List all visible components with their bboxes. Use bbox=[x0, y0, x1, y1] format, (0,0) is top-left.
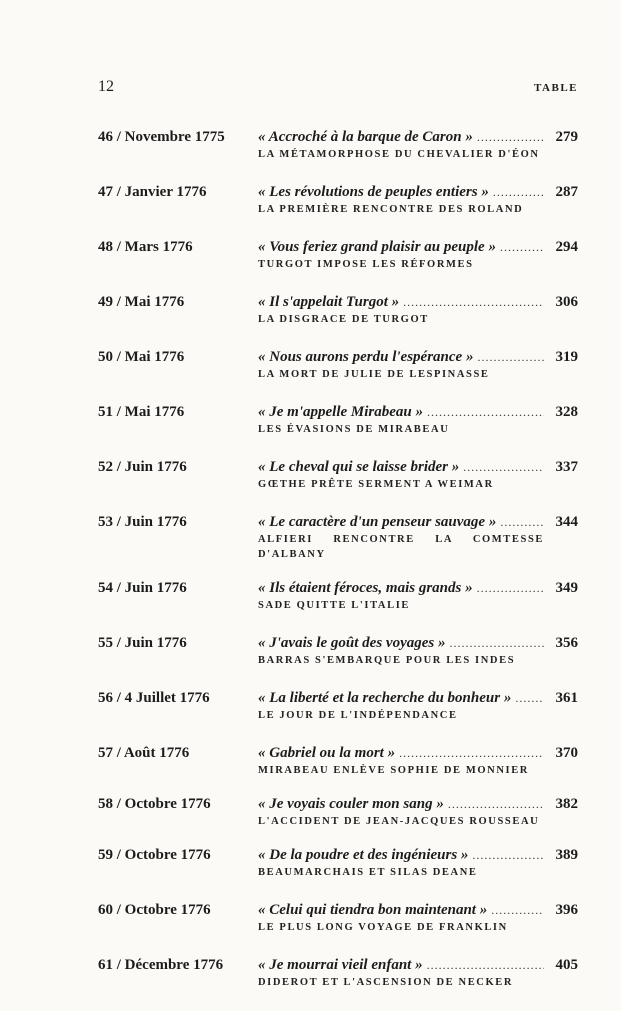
chapter-subtitle: LA MORT DE JULIE DE LESPINASSE bbox=[258, 369, 490, 380]
toc-entry bbox=[98, 293, 578, 327]
chapter-title: « Le caractère d'un penseur sauvage » bbox=[258, 514, 497, 530]
toc-entry bbox=[98, 513, 578, 562]
chapter-page: 361 bbox=[555, 690, 578, 706]
chapter-page: 356 bbox=[555, 635, 578, 651]
toc-entry bbox=[98, 579, 578, 613]
chapter-subtitle: BARRAS S'EMBARQUE POUR LES INDES bbox=[258, 655, 516, 666]
dot-leader bbox=[491, 901, 544, 920]
chapter-title-line bbox=[258, 634, 578, 653]
toc-entry bbox=[98, 795, 578, 829]
chapter-title-line bbox=[258, 795, 578, 814]
chapter-title: « Il s'appelait Turgot » bbox=[258, 294, 400, 310]
toc-entry bbox=[98, 183, 578, 217]
chapter-page: 337 bbox=[555, 459, 578, 475]
chapter-number-date: 53 / Juin 1776 bbox=[98, 514, 187, 530]
dot-leader bbox=[500, 238, 544, 257]
chapter-number-date: 51 / Mai 1776 bbox=[98, 404, 185, 420]
chapter-subtitle: LA DISGRACE DE TURGOT bbox=[258, 314, 429, 325]
chapter-subtitle: LES ÉVASIONS DE MIRABEAU bbox=[258, 424, 450, 435]
chapter-title-line bbox=[258, 238, 578, 257]
chapter-page: 349 bbox=[555, 580, 578, 596]
chapter-title: « Je mourrai vieil enfant » bbox=[258, 957, 423, 973]
chapter-details bbox=[258, 689, 578, 723]
chapter-title-line bbox=[258, 458, 578, 477]
chapter-title-line bbox=[258, 846, 578, 865]
chapter-title-line bbox=[258, 579, 578, 598]
chapter-subtitle: LA MÉTAMORPHOSE DU CHEVALIER D'ÉON bbox=[258, 149, 540, 160]
dot-leader bbox=[472, 846, 544, 865]
chapter-number-date: 54 / Juin 1776 bbox=[98, 580, 187, 596]
chapter-title: « Ils étaient féroces, mais grands » bbox=[258, 580, 473, 596]
chapter-title: « J'avais le goût des voyages » bbox=[258, 635, 446, 651]
chapter-title: « Les révolutions de peuples entiers » bbox=[258, 184, 489, 200]
toc-entry bbox=[98, 956, 578, 990]
dot-leader bbox=[515, 689, 544, 708]
dot-leader bbox=[500, 513, 544, 532]
chapter-number-date: 60 / Octobre 1776 bbox=[98, 902, 211, 918]
chapter-details bbox=[258, 403, 578, 437]
chapter-page: 287 bbox=[555, 184, 578, 200]
chapter-number-date: 48 / Mars 1776 bbox=[98, 239, 193, 255]
chapter-title: « De la poudre et des ingénieurs » bbox=[258, 847, 469, 863]
dot-leader bbox=[427, 956, 544, 975]
page-number: 12 bbox=[98, 78, 114, 95]
chapter-title-line bbox=[258, 403, 578, 422]
chapter-page: 405 bbox=[555, 957, 578, 973]
chapter-details bbox=[258, 901, 578, 935]
chapter-details bbox=[258, 579, 578, 613]
chapter-details bbox=[258, 634, 578, 668]
chapter-subtitle: LE PLUS LONG VOYAGE DE FRANKLIN bbox=[258, 922, 508, 933]
chapter-number-date: 56 / 4 Juillet 1776 bbox=[98, 690, 210, 706]
dot-leader bbox=[493, 183, 544, 202]
chapter-title: « Je m'appelle Mirabeau » bbox=[258, 404, 423, 420]
chapter-subtitle: GŒTHE PRÊTE SERMENT A WEIMAR bbox=[258, 479, 494, 490]
chapter-title: « Je voyais couler mon sang » bbox=[258, 796, 444, 812]
toc-entry bbox=[98, 238, 578, 272]
toc-entry bbox=[98, 128, 578, 162]
dot-leader bbox=[448, 795, 544, 814]
chapter-details bbox=[258, 956, 578, 990]
chapter-number-date: 46 / Novembre 1775 bbox=[98, 129, 225, 145]
chapter-subtitle: LA PREMIÈRE RENCONTRE DES ROLAND bbox=[258, 204, 524, 215]
chapter-details bbox=[258, 795, 578, 829]
chapter-title-line bbox=[258, 348, 578, 367]
chapter-page: 319 bbox=[555, 349, 578, 365]
chapter-page: 370 bbox=[555, 745, 578, 761]
toc-entry bbox=[98, 846, 578, 880]
dot-leader bbox=[403, 293, 544, 312]
chapter-page: 328 bbox=[555, 404, 578, 420]
dot-leader bbox=[477, 128, 544, 147]
chapter-title: « Gabriel ou la mort » bbox=[258, 745, 396, 761]
chapter-subtitle: MIRABEAU ENLÈVE SOPHIE DE MONNIER bbox=[258, 765, 529, 776]
chapter-title: « La liberté et la recherche du bonheur » bbox=[258, 690, 512, 706]
chapter-title-line bbox=[258, 128, 578, 147]
chapter-page: 382 bbox=[555, 796, 578, 812]
chapter-title-line bbox=[258, 956, 578, 975]
toc-entry bbox=[98, 634, 578, 668]
chapter-page: 389 bbox=[555, 847, 578, 863]
chapter-number-date: 57 / Août 1776 bbox=[98, 745, 190, 761]
dot-leader bbox=[477, 348, 544, 367]
chapter-subtitle: SADE QUITTE L'ITALIE bbox=[258, 600, 411, 611]
chapter-details bbox=[258, 513, 578, 562]
dot-leader bbox=[427, 403, 544, 422]
chapter-details bbox=[258, 238, 578, 272]
chapter-page: 294 bbox=[555, 239, 578, 255]
chapter-title-line bbox=[258, 183, 578, 202]
chapter-number-date: 55 / Juin 1776 bbox=[98, 635, 187, 651]
chapter-number-date: 58 / Octobre 1776 bbox=[98, 796, 211, 812]
chapter-details bbox=[258, 128, 578, 162]
chapter-title-line bbox=[258, 689, 578, 708]
page-header bbox=[98, 78, 578, 96]
chapter-number-date: 50 / Mai 1776 bbox=[98, 349, 185, 365]
chapter-subtitle: ALFIERI RENCONTRE LA COMTESSE D'ALBANY bbox=[258, 534, 544, 560]
table-of-contents bbox=[98, 128, 578, 1011]
chapter-subtitle: LE JOUR DE L'INDÉPENDANCE bbox=[258, 710, 458, 721]
chapter-title: « Accroché à la barque de Caron » bbox=[258, 129, 473, 145]
chapter-details bbox=[258, 348, 578, 382]
chapter-title: « Celui qui tiendra bon maintenant » bbox=[258, 902, 488, 918]
chapter-title-line bbox=[258, 293, 578, 312]
running-title: TABLE bbox=[534, 82, 578, 94]
toc-entry bbox=[98, 403, 578, 437]
chapter-number-date: 59 / Octobre 1776 bbox=[98, 847, 211, 863]
chapter-title-line bbox=[258, 901, 578, 920]
chapter-subtitle: TURGOT IMPOSE LES RÉFORMES bbox=[258, 259, 474, 270]
chapter-details bbox=[258, 846, 578, 880]
dot-leader bbox=[449, 634, 544, 653]
toc-entry bbox=[98, 744, 578, 778]
chapter-details bbox=[258, 293, 578, 327]
chapter-number-date: 47 / Janvier 1776 bbox=[98, 184, 207, 200]
dot-leader bbox=[477, 579, 544, 598]
toc-entry bbox=[98, 901, 578, 935]
toc-entry bbox=[98, 348, 578, 382]
dot-leader bbox=[463, 458, 544, 477]
chapter-page: 306 bbox=[555, 294, 578, 310]
chapter-details bbox=[258, 744, 578, 778]
toc-entry bbox=[98, 689, 578, 723]
chapter-title: « Vous feriez grand plaisir au peuple » bbox=[258, 239, 496, 255]
chapter-page: 396 bbox=[555, 902, 578, 918]
chapter-number-date: 61 / Décembre 1776 bbox=[98, 957, 224, 973]
chapter-subtitle: L'ACCIDENT DE JEAN-JACQUES ROUSSEAU bbox=[258, 816, 540, 827]
dot-leader bbox=[399, 744, 544, 763]
chapter-number-date: 52 / Juin 1776 bbox=[98, 459, 187, 475]
chapter-subtitle: BEAUMARCHAIS ET SILAS DEANE bbox=[258, 867, 478, 878]
chapter-title: « Le cheval qui se laisse brider » bbox=[258, 459, 460, 475]
chapter-page: 279 bbox=[555, 129, 578, 145]
chapter-title-line bbox=[258, 744, 578, 763]
chapter-page: 344 bbox=[555, 514, 578, 530]
chapter-details bbox=[258, 183, 578, 217]
chapter-details bbox=[258, 458, 578, 492]
chapter-title-line bbox=[258, 513, 578, 532]
chapter-number-date: 49 / Mai 1776 bbox=[98, 294, 185, 310]
chapter-subtitle: DIDEROT ET L'ASCENSION DE NECKER bbox=[258, 977, 514, 988]
chapter-title: « Nous aurons perdu l'espérance » bbox=[258, 349, 474, 365]
toc-entry bbox=[98, 458, 578, 492]
